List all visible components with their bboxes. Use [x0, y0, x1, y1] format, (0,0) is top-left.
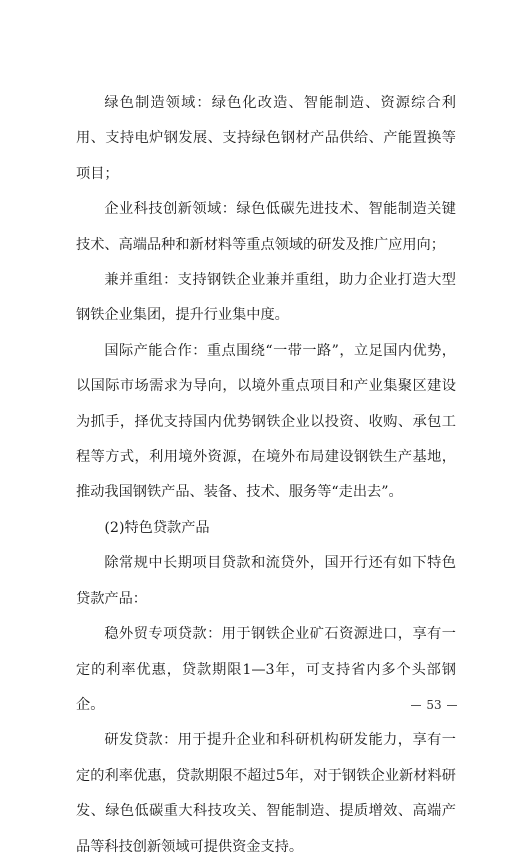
- paragraph-lead: 稳外贸专项贷款：: [104, 626, 222, 643]
- paragraph-lead: 绿色制造领域：: [104, 95, 212, 111]
- section-heading-special-loans: [76, 511, 456, 546]
- paragraph-green-manufacturing: [76, 86, 456, 192]
- page-number-dash-right: [447, 705, 457, 706]
- page-number-value: 53: [426, 698, 442, 712]
- paragraph-text: 用于提升企业和科研机构研发能力，享有一定的利率优惠，贷款期限不超过5年，对于钢铁企业新材料研发、绿色低碳重大科技攻关、智能制造、提质增效、高端产品等科技创新领域可提供资金支持。: [76, 732, 456, 855]
- paragraph-text: 绿色化改造、智能制造、资源综合利用、支持电炉钢发展、支持绿色钢材产品供给、产能置换等项目；: [76, 95, 456, 182]
- paragraph-tech-innovation: [76, 192, 456, 263]
- paragraph-intl-cooperation: [76, 334, 456, 511]
- paragraph-intro-special-loans: [76, 546, 456, 617]
- paragraph-rd-loan: [76, 723, 456, 865]
- paragraph-text: 除常规中长期项目贷款和流贷外，国开行还有如下特色贷款产品：: [76, 555, 456, 607]
- paragraph-text: 绿色低碳先进技术、智能制造关键技术、高端品种和新材料等重点领域的研发及推广应用向；: [76, 201, 456, 253]
- paragraph-trade-loan: [76, 617, 456, 723]
- paragraph-text: 支持钢铁企业兼并重组，助力企业打造大型钢铁企业集团，提升行业集中度。: [76, 272, 456, 324]
- page-number-dash-left: [411, 705, 421, 706]
- paragraph-lead: 国际产能合作：: [104, 342, 207, 359]
- body-text: [76, 86, 456, 865]
- paragraph-text: 用于钢铁企业矿石资源进口，享有一定的利率优惠，贷款期限1—3年，可支持省内多个头部钢企。: [76, 626, 456, 713]
- paragraph-lead: 研发贷款：: [104, 732, 178, 749]
- paragraph-lead: 兼并重组：: [104, 272, 178, 289]
- paragraph-text: (2)特色贷款产品: [104, 519, 210, 536]
- paragraph-merger: [76, 263, 456, 334]
- paragraph-lead: 企业科技创新领域：: [104, 201, 237, 218]
- paragraph-text: 重点围绕“一带一路”，立足国内优势，以国际市场需求为导向，以境外重点项目和产业集聚区建设为抓手，择优支持国内优势钢铁企业以投资、收购、承包工程等方式，利用境外资源，在境外布局建设钢铁生产基地，推动我国钢铁产品、装备、技术、服务等“走出去”。: [76, 342, 456, 501]
- page-number: [404, 698, 464, 712]
